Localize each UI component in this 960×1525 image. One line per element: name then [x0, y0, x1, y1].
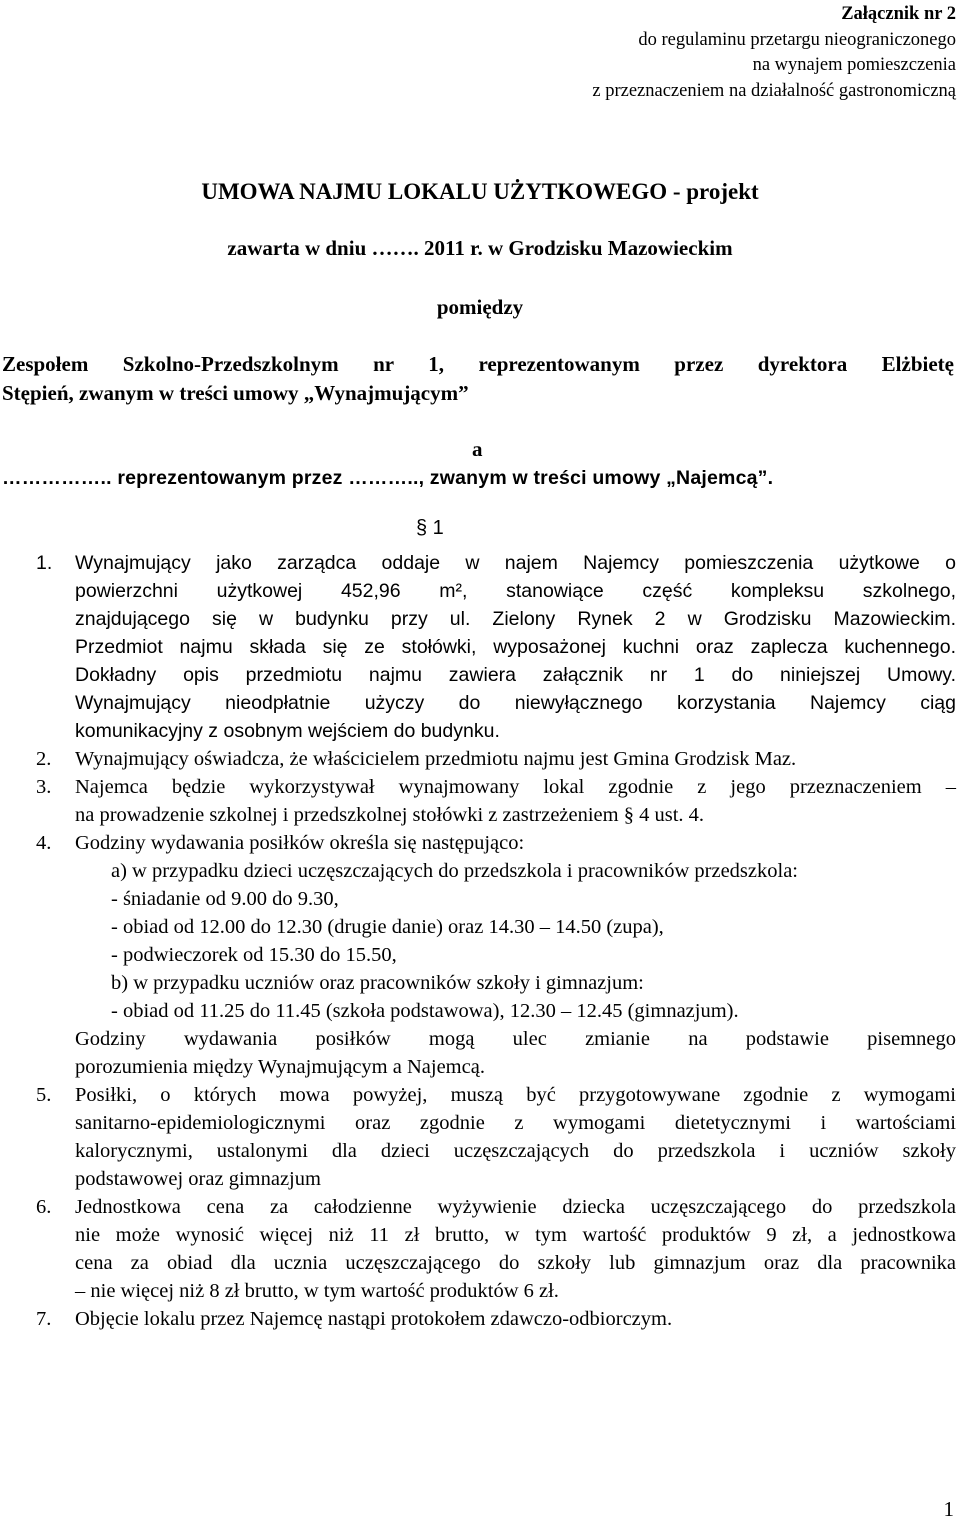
date-line: zawarta w dniu ……. 2011 r. w Grodzisku Mazowieckim [227, 236, 733, 260]
clause-line: – nie więcej niż 8 zł brutto, w tym wartość produktów 6 zł. [75, 1280, 559, 1302]
clause-number: 5. [36, 1084, 52, 1106]
clause-line: Posiłki, o których mowa powyżej, muszą być przygotowywane zgodnie z wymogami [75, 1084, 956, 1106]
clause-intro: Godziny wydawania posiłków określa się następująco: [75, 832, 525, 854]
clause-number: 1. [36, 552, 53, 574]
clause-5 [36, 1081, 956, 1193]
clause-4 [36, 829, 956, 1081]
clause-line: Wynajmujący jako zarządca oddaje w najem Najemcy pomieszczenia użytkowe o [75, 552, 956, 574]
party-landlord-line: Zespołem Szkolno-Przedszkolnym nr 1, reprezentowanym przez dyrektora Elżbietę [2, 352, 954, 376]
annex-line: z przeznaczeniem na działalność gastronomiczną [592, 80, 956, 101]
clause-line: cena za obiad dla ucznia uczęszczającego do szkoły lub gimnazjum oraz dla pracownika [75, 1252, 956, 1274]
clause-line: znajdującego się w budynku przy ul. Zielony Rynek 2 w Grodzisku Mazowieckim. [75, 608, 956, 630]
clause-line: Objęcie lokalu przez Najemcę nastąpi protokołem zdawczo-odbiorczym. [75, 1308, 673, 1330]
conjunction: a [472, 437, 483, 461]
clause-number: 4. [36, 832, 52, 854]
clause-line: podstawowej oraz gimnazjum [75, 1168, 321, 1190]
clause-line: porozumienia między Wynajmującym a Najemcą. [75, 1056, 485, 1078]
clause-line: Dokładny opis przedmiotu najmu zawiera załącznik nr 1 do niniejszej Umowy. [75, 664, 956, 686]
annex-line: na wynajem pomieszczenia [752, 55, 956, 75]
meal-schedule [75, 857, 956, 1025]
page-number: 1 [943, 1497, 954, 1521]
schedule-line: - śniadanie od 9.00 do 9.30, [111, 888, 339, 910]
clause-6 [36, 1193, 956, 1305]
clause-line: Wynajmujący oświadcza, że właścicielem przedmiotu najmu jest Gmina Grodzisk Maz. [75, 748, 797, 770]
clause-line: sanitarno-epidemiologicznymi oraz zgodnie z wymogami dietetycznymi i wartościami [75, 1112, 956, 1134]
clause-line: kalorycznymi, ustalonymi dla dzieci uczęszczających do przedszkola i uczniów szkoły [75, 1140, 956, 1162]
clause-list [36, 549, 956, 1333]
party-landlord-line: Stępień, zwanym w treści umowy „Wynajmującym” [2, 381, 469, 405]
schedule-line: a) w przypadku dzieci uczęszczających do przedszkola i pracowników przedszkola: [111, 860, 798, 882]
clause-line: Godziny wydawania posiłków mogą ulec zmianie na podstawie pisemnego [75, 1028, 956, 1050]
annex-header [592, 2, 956, 104]
clause-line: na prowadzenie szkolnej i przedszkolnej stołówki z zastrzeżeniem § 4 ust. 4. [75, 804, 705, 826]
clause-2 [36, 745, 956, 773]
clause-number: 3. [36, 776, 52, 798]
party-landlord [2, 350, 954, 408]
clause-line: Jednostkowa cena za całodzienne wyżywienie dziecka uczęszczającego do przedszkola [75, 1196, 956, 1218]
schedule-line: - obiad od 12.00 do 12.30 (drugie danie) oraz 14.30 – 14.50 (zupa), [111, 916, 664, 938]
section-heading: § 1 [416, 517, 444, 539]
clause-number: 2. [36, 748, 52, 770]
party-tenant: …………….. reprezentowanym przez ……….., zwanym w treści umowy „Najemcą”. [2, 467, 774, 489]
clause-7 [36, 1305, 956, 1333]
schedule-line: b) w przypadku uczniów oraz pracowników szkoły i gimnazjum: [111, 972, 644, 994]
clause-3 [36, 773, 956, 829]
clause-line: komunikacyjny z osobnym wejściem do budynku. [75, 720, 500, 742]
annex-title: Załącznik nr 2 [841, 4, 956, 24]
clause-line: powierzchni użytkowej 452,96 m², stanowiące część kompleksu szkolnego, [75, 580, 956, 602]
between-word: pomiędzy [436, 295, 524, 319]
annex-line: do regulaminu przetargu nieograniczonego [638, 29, 956, 50]
clause-1 [36, 549, 956, 745]
document-title: UMOWA NAJMU LOKALU UŻYTKOWEGO - projekt [201, 179, 759, 204]
clause-number: 7. [36, 1308, 52, 1330]
clause-number: 6. [36, 1196, 52, 1218]
clause-line: nie może wynosić więcej niż 11 zł brutto, w tym wartość produktów 9 zł, a jednostkowa [75, 1224, 956, 1246]
clause-line: Przedmiot najmu składa się ze stołówki, wyposażonej kuchni oraz zaplecza kuchennego. [75, 636, 956, 658]
schedule-line: - podwieczorek od 15.30 do 15.50, [111, 944, 397, 966]
schedule-line: - obiad od 11.25 do 11.45 (szkoła podstawowa), 12.30 – 12.45 (gimnazjum). [111, 1000, 739, 1022]
clause-line: Najemca będzie wykorzystywał wynajmowany lokal zgodnie z jego przeznaczeniem – [75, 776, 956, 798]
clause-line: Wynajmujący nieodpłatnie użyczy do niewyłącznego korzystania Najemcy ciąg [75, 692, 956, 714]
